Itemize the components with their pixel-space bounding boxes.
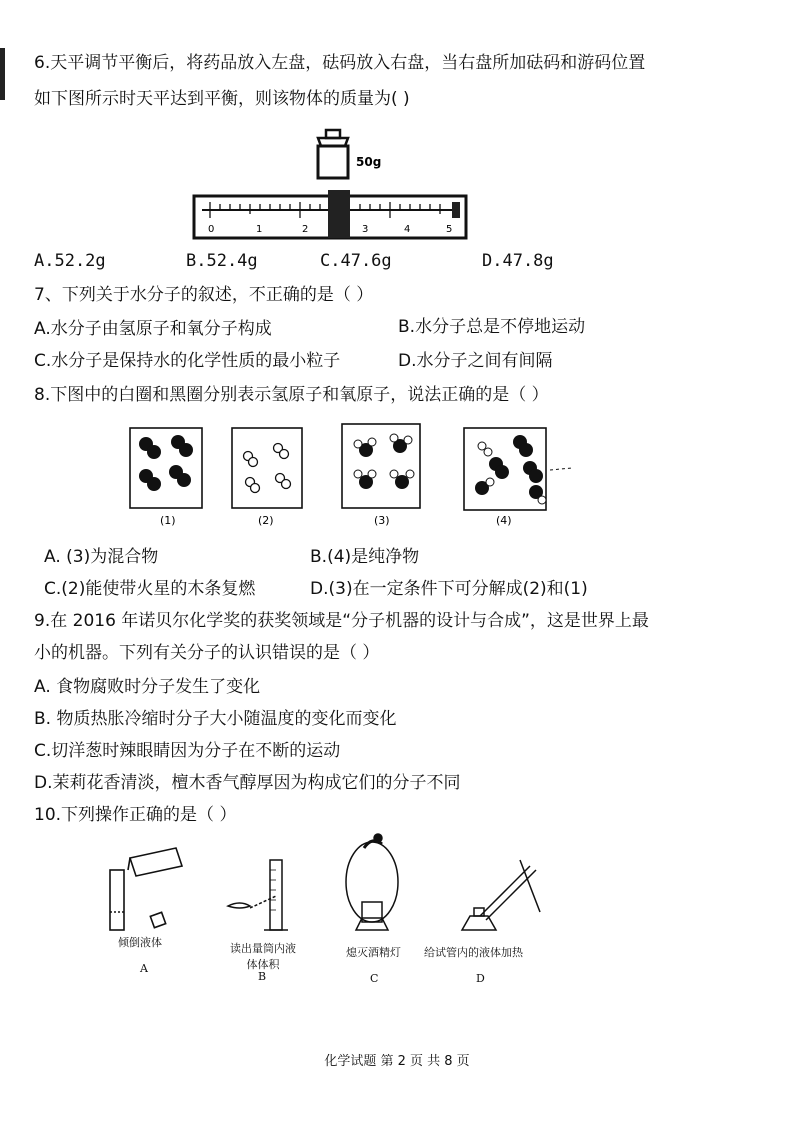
q8-option-d[interactable]: D.(3)在一定条件下可分解成(2)和(1) <box>310 579 588 599</box>
weight-label: 50g <box>356 155 382 169</box>
caption-reading: 读出量筒内液体体积 <box>230 942 296 971</box>
q9-option-b[interactable]: B. 物质热胀冷缩时分子大小随温度的变化而变化 <box>34 709 397 729</box>
q8-option-c[interactable]: C.(2)能使带火星的木条复燃 <box>44 579 256 599</box>
q8-option-a[interactable]: A. (3)为混合物 <box>44 547 159 567</box>
q9-stem-line1: 9.在 2016 年诺贝尔化学奖的获奖领域是“分子机器的设计与合成”，这是世界上最 <box>34 611 649 631</box>
q6-stem-line2: 如下图所示时天平达到平衡，则该物体的质量为( ) <box>34 89 410 109</box>
page-footer: 化学试题 第 2 页 共 8 页 <box>324 1054 470 1069</box>
q9-option-c[interactable]: C.切洋葱时辣眼睛因为分子在不断的运动 <box>34 741 341 761</box>
q8-option-b[interactable]: B.(4)是纯净物 <box>310 547 420 567</box>
q9-option-d[interactable]: D.茉莉花香清淡，檀木香气醇厚因为构成它们的分子不同 <box>34 773 461 793</box>
q6-option-a[interactable]: A.52.2g <box>34 251 106 271</box>
q10-stem: 10.下列操作正确的是（ ） <box>34 805 237 825</box>
pouring-liquid-icon <box>110 848 182 930</box>
q9-stem-line2: 小的机器。下列有关分子的认识错误的是（ ） <box>34 643 380 663</box>
rider-slider <box>328 190 350 238</box>
q9-option-a[interactable]: A. 食物腐败时分子发生了变化 <box>34 677 261 697</box>
alcohol-lamp-blow-icon <box>346 834 398 930</box>
q6-option-d[interactable]: D.47.8g <box>482 251 554 271</box>
scale-mark-4: 4 <box>404 224 411 235</box>
q8-stem: 8.下图中的白圈和黑圈分别表示氢原子和氧原子，说法正确的是（ ） <box>34 385 549 405</box>
letter-d: D <box>476 972 485 985</box>
molecule-figure <box>126 420 596 532</box>
q6-stem-line1: 6.天平调节平衡后，将药品放入左盘，砝码放入右盘，当右盘所加砝码和游码位置 <box>34 53 646 73</box>
heating-test-tube-icon <box>462 860 540 930</box>
lab-operations-figure <box>100 830 560 940</box>
graduated-cylinder-icon <box>228 860 288 930</box>
scan-edge-mark <box>0 48 5 100</box>
q6-option-c[interactable]: C.47.6g <box>320 251 392 271</box>
q7-stem: 7、下列关于水分子的叙述，不正确的是（ ） <box>34 285 374 305</box>
caption-extinguish: 熄灭酒精灯 <box>346 946 401 959</box>
q7-option-a[interactable]: A.水分子由氢原子和氧分子构成 <box>34 319 272 339</box>
q7-option-b[interactable]: B.水分子总是不停地运动 <box>398 317 586 337</box>
q6-option-b[interactable]: B.52.4g <box>186 251 258 271</box>
scale-mark-5: 5 <box>446 224 453 235</box>
weight-icon <box>318 130 348 178</box>
q7-option-c[interactable]: C.水分子是保持水的化学性质的最小粒子 <box>34 351 341 371</box>
caption-pouring: 倾倒液体 <box>118 936 162 949</box>
letter-b: B <box>258 970 267 983</box>
scale-mark-2: 2 <box>302 224 309 235</box>
scale-mark-0: 0 <box>208 224 215 235</box>
molecule-box-2 <box>232 428 302 508</box>
box-label-3: (3) <box>374 514 390 527</box>
letter-a: A <box>140 962 148 975</box>
letter-c: C <box>370 972 379 985</box>
box-label-4: (4) <box>496 514 512 527</box>
box-label-1: (1) <box>160 514 176 527</box>
scale-mark-1: 1 <box>256 224 263 235</box>
scale-mark-3: 3 <box>362 224 369 235</box>
box-label-2: (2) <box>258 514 274 527</box>
balance-figure <box>190 128 470 244</box>
caption-heating: 给试管内的液体加热 <box>424 946 523 959</box>
q7-option-d[interactable]: D.水分子之间有间隔 <box>398 351 553 371</box>
